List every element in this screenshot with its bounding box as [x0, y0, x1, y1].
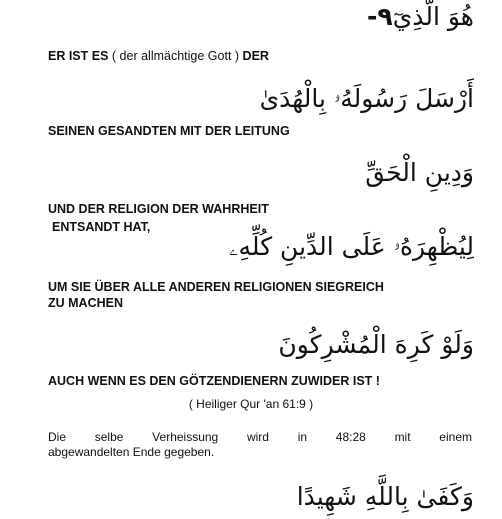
german-line-2: SEINEN GESANDTEN MIT DER LEITUNG: [48, 124, 290, 138]
arabic-line-5: وَلَوْ كَرِهَ الْمُشْرِكُونَ: [278, 330, 474, 359]
arabic-line-4: لِيُظْهِرَهُۥ عَلَى الدِّينِ كُلِّهِۦ: [229, 232, 474, 261]
arabic-line-6: وَكَفَىٰ بِاللَّهِ شَهِيدًا: [296, 482, 474, 511]
german-line-1: [48, 49, 269, 64]
german-line-5: AUCH WENN ES DEN GÖTZENDIENERN ZUWIDER IST !: [48, 374, 380, 388]
german-line-4a: UM SIE ÜBER ALLE ANDEREN RELIGIONEN SIEGREICH: [48, 280, 384, 294]
german-line-1-a: ER IST ES: [48, 49, 109, 63]
quran-reference: ( Heiliger Qur 'an 61:9 ): [188, 397, 314, 411]
verse-number: ٩-: [367, 2, 393, 31]
note-line-1: Die selbe Verheissung wird in 48:28 mit einem: [48, 430, 472, 444]
arabic-line-2: أَرْسَلَ رَسُولَهُۥ بِالْهُدَىٰ: [259, 84, 474, 113]
german-line-4b: ZU MACHEN: [48, 296, 123, 310]
german-line-3a: UND DER RELIGION DER WAHRHEIT: [48, 202, 269, 216]
arabic-line-1-text: هُوَ الَّذِيٓ: [392, 2, 474, 31]
german-line-3b: ENTSANDT HAT,: [52, 220, 151, 234]
arabic-line-1: [367, 2, 474, 32]
german-line-1-b: ( der allmächtige Gott ): [111, 49, 240, 63]
german-line-1-c: DER: [242, 49, 269, 63]
note-line-2: abgewandelten Ende gegeben.: [48, 445, 215, 459]
note-paragraph: [48, 430, 472, 460]
arabic-line-3: وَدِينِ الْحَقِّ: [365, 158, 474, 187]
